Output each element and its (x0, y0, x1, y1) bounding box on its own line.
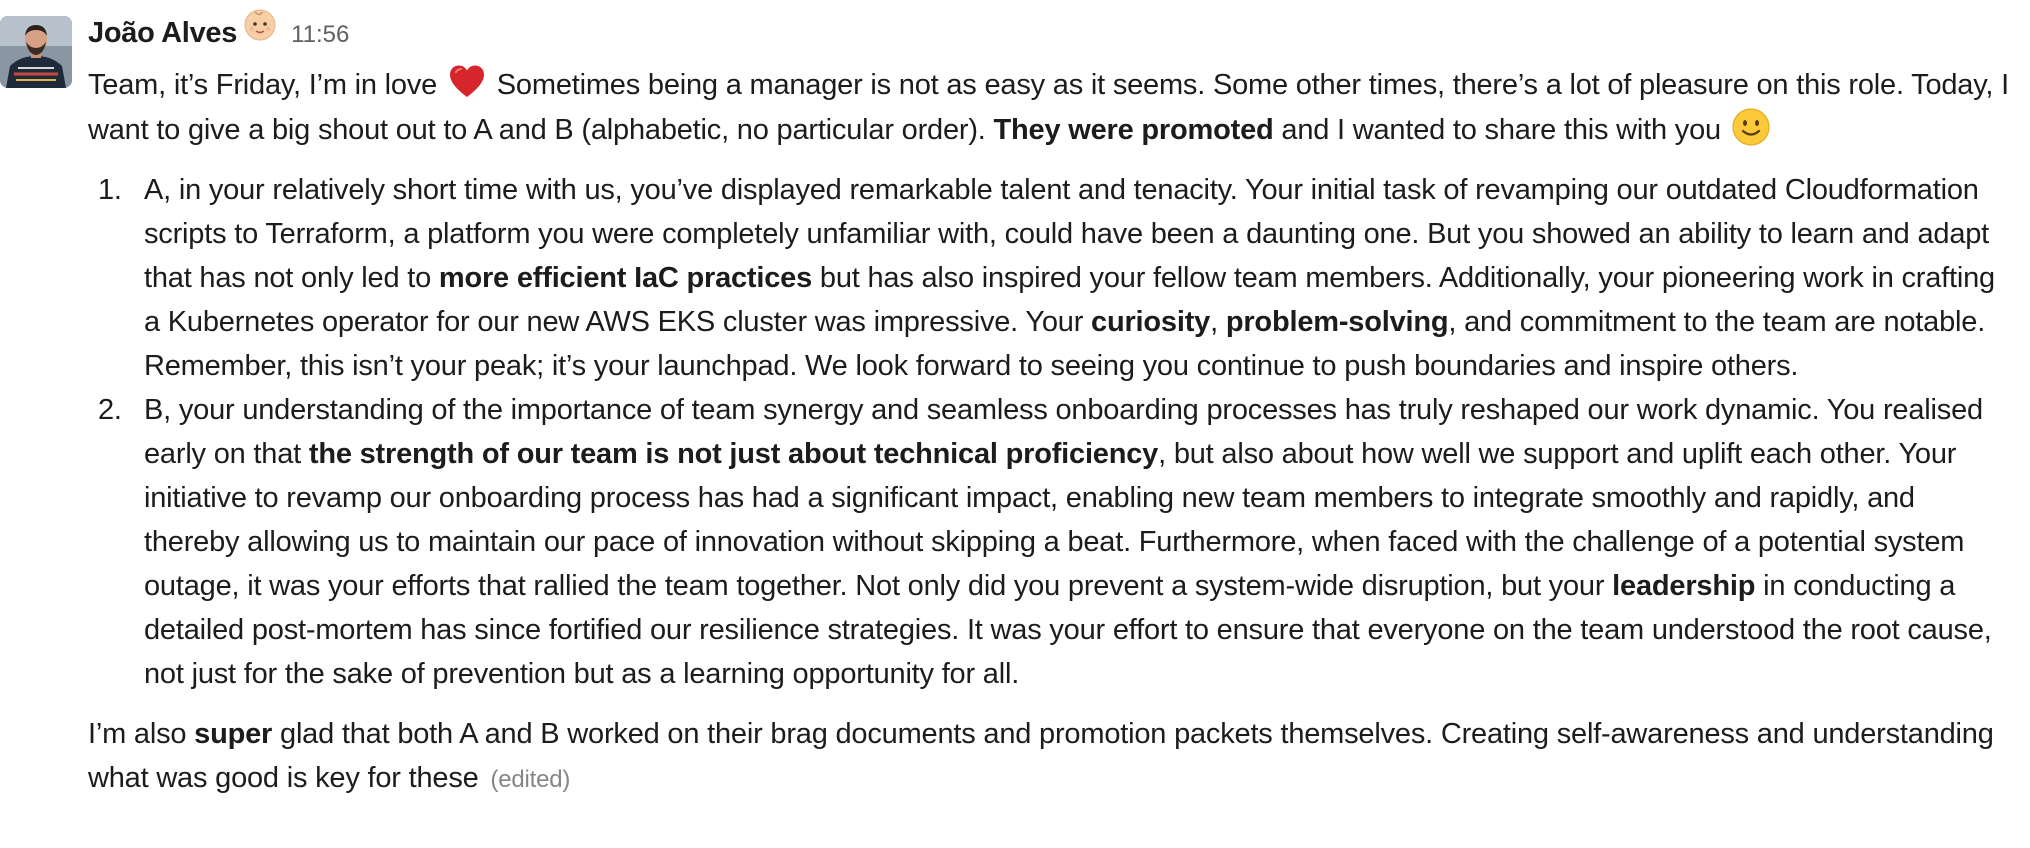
item-bold: more efficient IaC practices (438, 262, 813, 294)
author-name[interactable]: João Alves (88, 17, 238, 49)
intro-paragraph (88, 62, 2013, 152)
intro-text-2: Sometimes being a manager is not as easy as it seems. Some other times, there’s a lot of pleasure on this role. Today, I want to give a big shout out to A and B (alphabetic, no particular order). (88, 69, 2009, 146)
slightly-smiling-face-icon[interactable] (1731, 107, 1771, 147)
avatar[interactable] (0, 16, 72, 88)
edited-label: (edited) (490, 766, 571, 793)
closing-text-2: glad that both A and B worked on their brag documents and promotion packets themselves. Creating self-awareness and understanding what was good is key for these (88, 718, 1994, 794)
item-text: , and commitment to the team are notable. Remember, this isn’t your peak; it’s your launchpad. We look forward to seeing you continue to push boundaries and inspire others. (144, 306, 1986, 382)
message-content (88, 0, 2013, 802)
closing-paragraph (88, 712, 2013, 802)
item-bold: leadership (1612, 570, 1756, 602)
message-header (88, 0, 2013, 62)
item-text: , (1210, 306, 1226, 338)
list-item (88, 388, 2013, 696)
item-bold: problem-solving (1225, 306, 1449, 338)
list-item-number: 1. (98, 174, 122, 206)
list-item (88, 168, 2013, 388)
message-timestamp[interactable]: 11:56 (291, 21, 350, 48)
item-text: in conducting a detailed post-mortem has since fortified our resilience strategies. It was your effort to ensure that everyone on the team understood the root cause, not just for the sake of prevention but as a learning opportunity for all. (144, 570, 1992, 690)
item-text: but has also inspired your fellow team members. Additionally, your pioneering work in crafting a Kubernetes operator for our new AWS EKS cluster was impressive. Your (144, 262, 1995, 338)
item-text: , but also about how well we support and uplift each other. Your initiative to revamp our onboarding process has had a significant impact, enabling new team members to integrate smoothly and rapidly, and thereby allowing us to maintain our pace of innovation without skipping a beat. Furthermore, when faced with the challenge of a potential system outage, it was your efforts that rallied the team together. Not only did you prevent a system-wide disruption, but your (144, 438, 1965, 602)
intro-text-3: and I wanted to share this with you (1273, 114, 1729, 146)
item-text: B, your understanding of the importance of team synergy and seamless onboarding processes has truly reshaped our work dynamic. You realised early on that (144, 394, 1983, 470)
item-bold: the strength of our team is not just about technical proficiency (308, 438, 1159, 470)
item-text: A, in your relatively short time with us, you’ve displayed remarkable talent and tenacity. Your initial task of revamping our outdated Cloudformation scripts to Terraform, a platform you were completely unfamiliar with, could have been a daunting one. But you showed an ability to learn and adapt that has not only led to (144, 174, 1990, 294)
closing-text-1: I’m also (88, 718, 195, 750)
baby-face-emoji-icon[interactable] (243, 8, 277, 42)
closing-bold-super: super (194, 718, 273, 750)
praise-list (88, 168, 2013, 696)
intro-bold-promoted: They were promoted (993, 114, 1274, 146)
list-item-number: 2. (98, 394, 122, 426)
avatar-photo (0, 16, 72, 88)
intro-text-1: Team, it’s Friday, I’m in love (88, 69, 445, 101)
item-bold: curiosity (1091, 306, 1211, 338)
red-heart-icon[interactable] (447, 62, 487, 102)
